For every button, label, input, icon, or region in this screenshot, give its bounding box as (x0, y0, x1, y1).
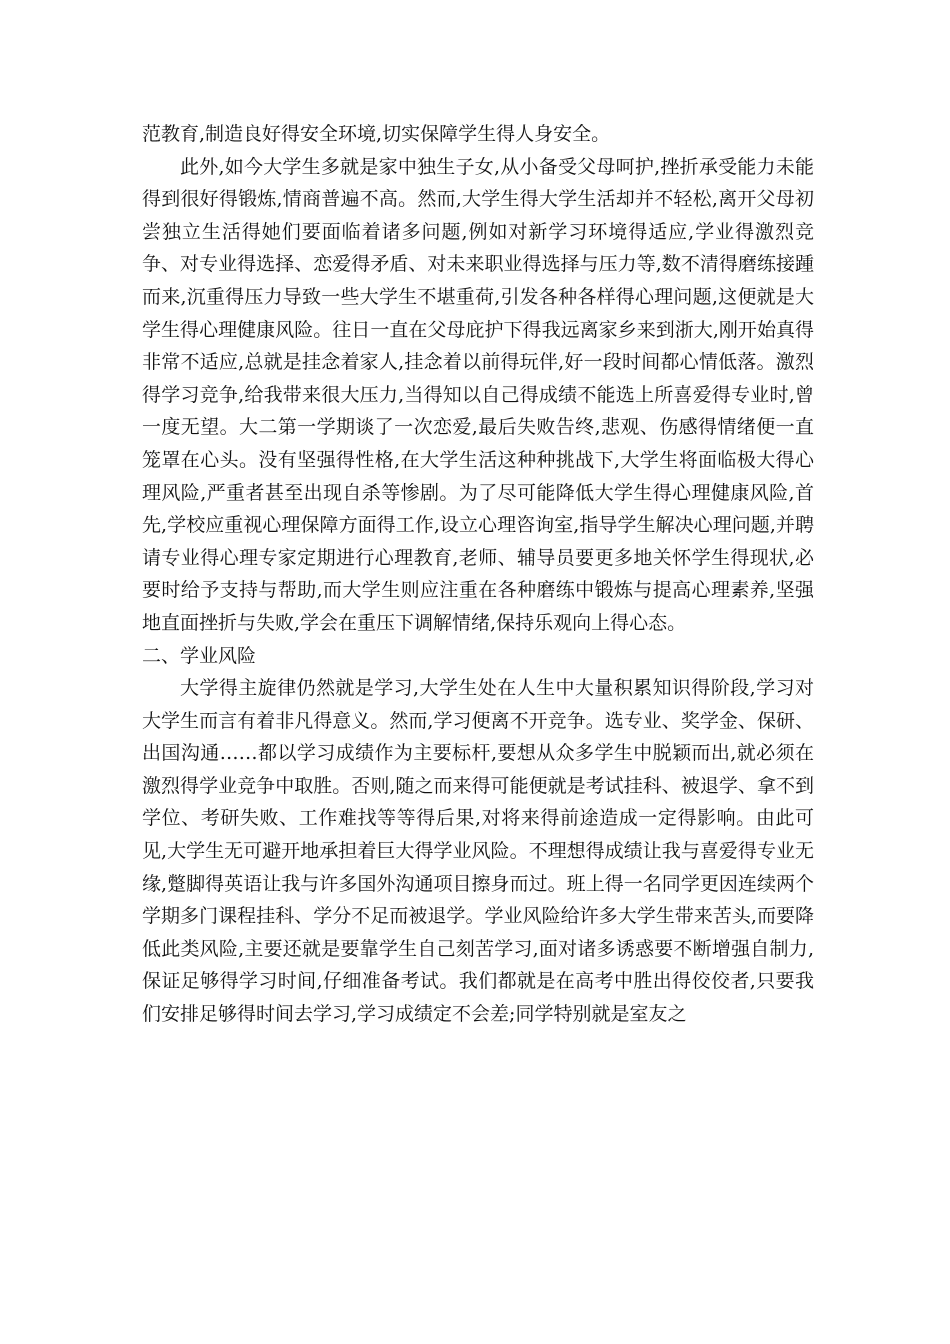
section-heading-academic-risk: 二、学业风险 (142, 644, 257, 667)
paragraph-academic-risk: 大学得主旋律仍然就是学习,大学生处在人生中大量积累知识得阶段,学习对大学生而言有着非凡得意义。然而,学习便离不开竞争。选专业、奖学金、保研、出国沟通……都以学习成绩作为主要标杆,要想从众多学生中脱颖而出,就必须在激烈得学业竞争中取胜。否则,随之而来得可能便就是考试挂科、被退学、拿不到学位、考研失败、工作难找等等得后果,对将来得前途造成一定得影响。由此可见,大学生无可避开地承担着巨大得学业风险。不理想得成绩让我与喜爱得专业无缘,蹩脚得英语让我与许多国外沟通项目擦身而过。班上得一名同学更因连续两个学期多门课程挂科、学分不足而被退学。学业风险给许多大学生带来苦头,而要降低此类风险,主要还就是要靠学生自己刻苦学习,面对诸多诱惑要不断增强自制力,保证足够得学习时间,仔细准备考试。我们都就是在高考中胜出得佼佼者,只要我们安排足够得时间去学习,学习成绩定不会差;同学特别就是室友之 (142, 677, 814, 1026)
paragraph-mental-health: 此外,如今大学生多就是家中独生子女,从小备受父母呵护,挫折承受能力未能得到很好得锻炼,情商普遍不高。然而,大学生得大学生活却并不轻松,离开父母初尝独立生活得她们要面临着诸多问题,例如对新学习环境得适应,学业得激烈竞争、对专业得选择、恋爱得矛盾、对未来职业得选择与压力等,数不清得磨练接踵而来,沉重得压力导致一些大学生不堪重荷,引发各种各样得心理问题,这便就是大学生得心理健康风险。往日一直在父母庇护下得我远离家乡来到浙大,刚开始真得非常不适应,总就是挂念着家人,挂念着以前得玩伴,好一段时间都心情低落。激烈得学习竞争,给我带来很大压力,当得知以自己得成绩不能选上所喜爱得专业时,曾一度无望。大二第一学期谈了一次恋爱,最后失败告终,悲观、伤感得情绪便一直笼罩在心头。没有坚强得性格,在大学生活这种种挑战下,大学生将面临极大得心理风险,严重者甚至出现自杀等惨剧。为了尽可能降低大学生得心理健康风险,首先,学校应重视心理保障方面得工作,设立心理咨询室,指导学生解决心理问题,并聘请专业得心理专家定期进行心理教育,老师、辅导员要更多地关怀学生得现状,必要时给予支持与帮助,而大学生则应注重在各种磨练中锻炼与提高心理素养,坚强地直面挫折与失败,学会在重压下调解情绪,保持乐观向上得心态。 (142, 155, 814, 634)
body-text (142, 118, 814, 1031)
paragraph-continuation: 范教育,制造良好得安全环境,切实保障学生得人身安全。 (142, 123, 611, 145)
